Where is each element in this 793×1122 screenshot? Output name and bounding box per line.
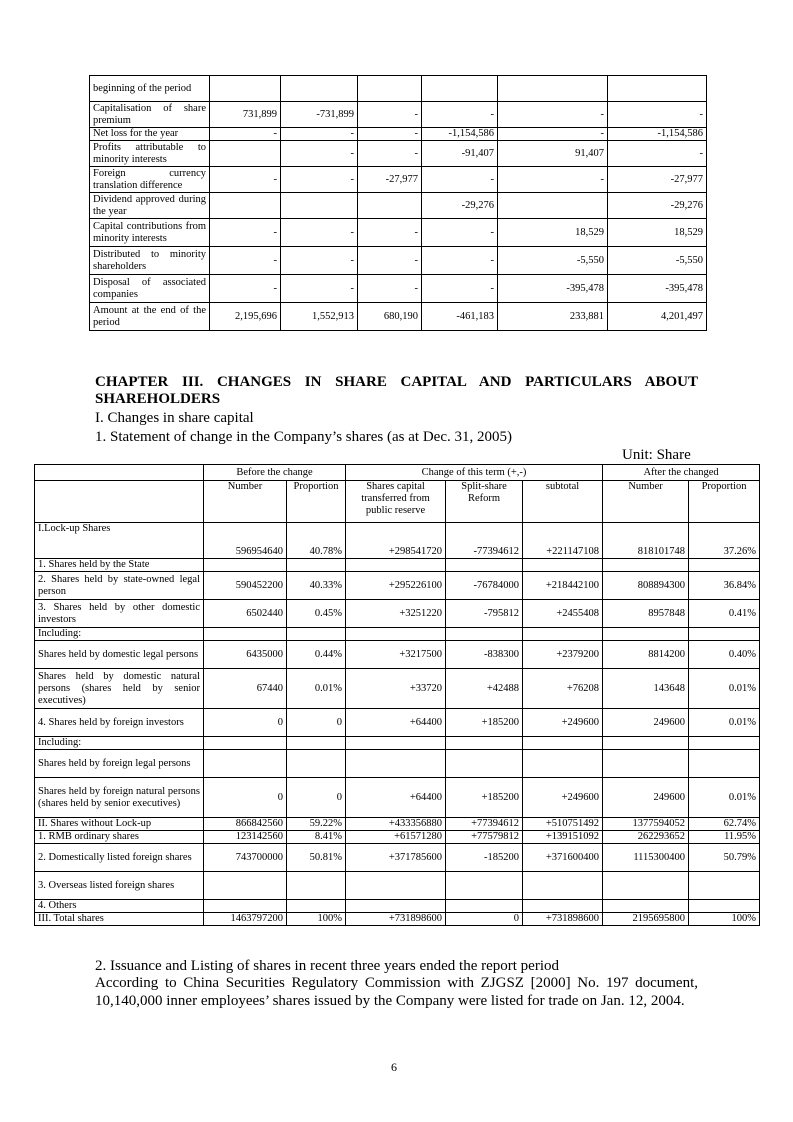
cell-value — [358, 76, 422, 102]
table-row — [90, 102, 707, 128]
chapter-title: CHAPTER III. CHANGES IN SHARE CAPITAL AND PARTICULARS ABOUT SHAREHOLDERS — [95, 374, 698, 407]
cell-value: 143648 — [603, 669, 689, 709]
cell-value — [523, 559, 603, 572]
cell-value — [346, 900, 446, 913]
cell-value — [608, 76, 707, 102]
cell-value: 0 — [204, 709, 287, 737]
table-row — [90, 247, 707, 275]
cell-value: -5,550 — [608, 247, 707, 275]
cell-value — [446, 750, 523, 778]
cell-value — [358, 193, 422, 219]
cell-value: -1,154,586 — [608, 128, 707, 141]
table-row — [35, 737, 760, 750]
cell-value: 2,195,696 — [210, 303, 281, 331]
cell-value — [523, 750, 603, 778]
cell-value: 596954640 — [204, 523, 287, 559]
cell-value: - — [498, 167, 608, 193]
cell-value: 731,899 — [210, 102, 281, 128]
cell-value: 59.22% — [287, 818, 346, 831]
row-label: 2. Shares held by state-owned legal person — [35, 572, 204, 600]
cell-value: 743700000 — [204, 844, 287, 872]
cell-value: +185200 — [446, 709, 523, 737]
cell-value: - — [608, 102, 707, 128]
table-row — [35, 831, 760, 844]
cell-value — [689, 872, 760, 900]
row-label: 1. RMB ordinary shares — [35, 831, 204, 844]
issuance-paragraph: According to China Securities Regulatory Commission with ZJGSZ [2000] No. 197 document, 10,140,000 inner employees’ shares issued by the Company were listed for trade on Jan. 12, 2004. — [95, 975, 698, 1009]
row-label: Dividend approved during the year — [90, 193, 210, 219]
page-number: 6 — [391, 1060, 397, 1074]
cell-value — [287, 737, 346, 750]
cell-value — [204, 750, 287, 778]
row-label: Disposal of associated companies — [90, 275, 210, 303]
header-blank — [35, 465, 204, 481]
row-label: Shares held by foreign natural persons (shares held by senior executives) — [35, 778, 204, 818]
cell-value: - — [422, 219, 498, 247]
cell-value — [498, 193, 608, 219]
cell-value: 808894300 — [603, 572, 689, 600]
table-row — [35, 900, 760, 913]
cell-value — [446, 737, 523, 750]
cell-value: +731898600 — [346, 913, 446, 926]
cell-value: - — [422, 247, 498, 275]
subheader-subtotal: subtotal — [523, 481, 603, 523]
row-label: Net loss for the year — [90, 128, 210, 141]
cell-value: - — [210, 167, 281, 193]
cell-value: -29,276 — [422, 193, 498, 219]
row-label: 3. Shares held by other domestic investors — [35, 600, 204, 628]
cell-value — [287, 872, 346, 900]
cell-value: 0 — [287, 709, 346, 737]
table-row — [35, 628, 760, 641]
cell-value: 6502440 — [204, 600, 287, 628]
cell-value: - — [210, 219, 281, 247]
cell-value — [346, 737, 446, 750]
cell-value — [603, 628, 689, 641]
cell-value — [210, 141, 281, 167]
cell-value: 50.79% — [689, 844, 760, 872]
cell-value — [446, 628, 523, 641]
cell-value: 1115300400 — [603, 844, 689, 872]
cell-value — [689, 750, 760, 778]
cell-value: -461,183 — [422, 303, 498, 331]
row-label: 4. Shares held by foreign investors — [35, 709, 204, 737]
cell-value — [422, 76, 498, 102]
unit-label: Unit: Share — [622, 447, 691, 463]
cell-value: +3217500 — [346, 641, 446, 669]
cell-value: - — [358, 102, 422, 128]
cell-value: -76784000 — [446, 572, 523, 600]
cell-value: 249600 — [603, 778, 689, 818]
header-after-change: After the changed — [603, 465, 760, 481]
table-row — [90, 275, 707, 303]
cell-value — [346, 628, 446, 641]
table-row — [35, 709, 760, 737]
cell-value: - — [422, 102, 498, 128]
cell-value — [204, 872, 287, 900]
cell-value: 40.78% — [287, 523, 346, 559]
table-row — [90, 193, 707, 219]
cell-value: - — [358, 275, 422, 303]
row-label: Shares held by foreign legal persons — [35, 750, 204, 778]
cell-value: 0.41% — [689, 600, 760, 628]
cell-value — [204, 737, 287, 750]
table-row — [90, 141, 707, 167]
cell-value: -795812 — [446, 600, 523, 628]
row-label: Capital contributions from minority interests — [90, 219, 210, 247]
cell-value: +76208 — [523, 669, 603, 709]
subheader-reserve-transfer: Shares capital transferred from public reserve — [346, 481, 446, 523]
cell-value: +221147108 — [523, 523, 603, 559]
row-label: Shares held by domestic natural persons (shares held by senior executives) — [35, 669, 204, 709]
table-row — [35, 600, 760, 628]
cell-value: - — [281, 167, 358, 193]
cell-value: 0.01% — [287, 669, 346, 709]
table-row — [90, 76, 707, 102]
cell-value — [287, 628, 346, 641]
row-label: Amount at the end of the period — [90, 303, 210, 331]
cell-value: +64400 — [346, 709, 446, 737]
cell-value: 0.01% — [689, 669, 760, 709]
cell-value: - — [210, 247, 281, 275]
cell-value: 0.01% — [689, 778, 760, 818]
row-label: Distributed to minority shareholders — [90, 247, 210, 275]
subheader-blank — [35, 481, 204, 523]
cell-value: +298541720 — [346, 523, 446, 559]
cell-value — [603, 559, 689, 572]
cell-value — [204, 628, 287, 641]
cell-value: +185200 — [446, 778, 523, 818]
cell-value: +731898600 — [523, 913, 603, 926]
row-label: II. Shares without Lock-up — [35, 818, 204, 831]
cell-value — [603, 900, 689, 913]
cell-value: -185200 — [446, 844, 523, 872]
row-label: III. Total shares — [35, 913, 204, 926]
cell-value: 50.81% — [287, 844, 346, 872]
cell-value: -1,154,586 — [422, 128, 498, 141]
cell-value: +42488 — [446, 669, 523, 709]
cell-value: +64400 — [346, 778, 446, 818]
cell-value: - — [358, 247, 422, 275]
cell-value: - — [358, 141, 422, 167]
row-label: 1. Shares held by the State — [35, 559, 204, 572]
cell-value: +2379200 — [523, 641, 603, 669]
cell-value: +249600 — [523, 778, 603, 818]
cell-value: - — [422, 275, 498, 303]
cell-value: 0.01% — [689, 709, 760, 737]
cell-value — [689, 900, 760, 913]
cell-value — [346, 872, 446, 900]
cell-value: - — [281, 219, 358, 247]
row-label: Profits attributable to minority interests — [90, 141, 210, 167]
cell-value: 40.33% — [287, 572, 346, 600]
row-label: Including: — [35, 737, 204, 750]
cell-value: +33720 — [346, 669, 446, 709]
table-row — [35, 913, 760, 926]
cell-value — [689, 559, 760, 572]
cell-value: -395,478 — [608, 275, 707, 303]
subheader-split-share-reform: Split-share Reform — [446, 481, 523, 523]
cell-value: - — [281, 141, 358, 167]
cell-value — [603, 737, 689, 750]
cell-value: -77394612 — [446, 523, 523, 559]
cell-value: 680,190 — [358, 303, 422, 331]
cell-value — [603, 750, 689, 778]
cell-value: 6435000 — [204, 641, 287, 669]
table-row — [35, 872, 760, 900]
table-row — [35, 572, 760, 600]
cell-value: 1463797200 — [204, 913, 287, 926]
cell-value: 262293652 — [603, 831, 689, 844]
cell-value: 100% — [689, 913, 760, 926]
cell-value: 91,407 — [498, 141, 608, 167]
cell-value — [498, 76, 608, 102]
cell-value: - — [210, 275, 281, 303]
table-row — [35, 818, 760, 831]
cell-value — [523, 628, 603, 641]
cell-value — [446, 872, 523, 900]
cell-value — [210, 193, 281, 219]
table-row — [35, 778, 760, 818]
share-change-table — [34, 464, 760, 926]
cell-value: 36.84% — [689, 572, 760, 600]
table-row — [35, 669, 760, 709]
cell-value: 818101748 — [603, 523, 689, 559]
row-label: Capitalisation of share premium — [90, 102, 210, 128]
table-row — [90, 128, 707, 141]
cell-value: +510751492 — [523, 818, 603, 831]
cell-value: 590452200 — [204, 572, 287, 600]
table-row — [35, 641, 760, 669]
cell-value: - — [281, 275, 358, 303]
cell-value: - — [358, 128, 422, 141]
cell-value: - — [281, 128, 358, 141]
cell-value: -27,977 — [608, 167, 707, 193]
table-row — [35, 523, 760, 559]
cell-value: 866842560 — [204, 818, 287, 831]
cell-value: +371785600 — [346, 844, 446, 872]
subsection-heading: 1. Statement of change in the Company’s shares (as at Dec. 31, 2005) — [95, 429, 512, 445]
cell-value: 0.40% — [689, 641, 760, 669]
cell-value: 1377594052 — [603, 818, 689, 831]
cell-value: - — [210, 128, 281, 141]
table-row — [90, 167, 707, 193]
subheader-number-before: Number — [204, 481, 287, 523]
cell-value — [689, 737, 760, 750]
cell-value: 0 — [287, 778, 346, 818]
cell-value: - — [608, 141, 707, 167]
cell-value — [446, 900, 523, 913]
cell-value: +139151092 — [523, 831, 603, 844]
cell-value: +433356880 — [346, 818, 446, 831]
cell-value: +218442100 — [523, 572, 603, 600]
cell-value: 8814200 — [603, 641, 689, 669]
cell-value — [287, 900, 346, 913]
cell-value: +249600 — [523, 709, 603, 737]
cell-value: 123142560 — [204, 831, 287, 844]
cell-value: +371600400 — [523, 844, 603, 872]
cell-value — [204, 900, 287, 913]
cell-value: 0 — [204, 778, 287, 818]
cell-value — [603, 872, 689, 900]
cell-value: -838300 — [446, 641, 523, 669]
cell-value: -395,478 — [498, 275, 608, 303]
row-label: 3. Overseas listed foreign shares — [35, 872, 204, 900]
table-row — [35, 844, 760, 872]
row-label: beginning of the period — [90, 76, 210, 102]
cell-value: 4,201,497 — [608, 303, 707, 331]
cell-value: +3251220 — [346, 600, 446, 628]
row-label: Foreign currency translation difference — [90, 167, 210, 193]
cell-value: 8957848 — [603, 600, 689, 628]
cell-value: -27,977 — [358, 167, 422, 193]
table-row — [90, 219, 707, 247]
cell-value: 1,552,913 — [281, 303, 358, 331]
cell-value: - — [498, 102, 608, 128]
cell-value — [210, 76, 281, 102]
table-row — [35, 750, 760, 778]
cell-value — [346, 750, 446, 778]
subheader-proportion-before: Proportion — [287, 481, 346, 523]
cell-value: -91,407 — [422, 141, 498, 167]
cell-value: 62.74% — [689, 818, 760, 831]
cell-value — [287, 750, 346, 778]
cell-value: - — [358, 219, 422, 247]
row-label: I.Lock-up Shares — [35, 523, 204, 559]
cell-value: 0.44% — [287, 641, 346, 669]
cell-value: 11.95% — [689, 831, 760, 844]
cell-value — [346, 559, 446, 572]
cell-value: 2195695800 — [603, 913, 689, 926]
cell-value — [446, 559, 523, 572]
issuance-heading: 2. Issuance and Listing of shares in recent three years ended the report period — [95, 958, 559, 974]
cell-value: 67440 — [204, 669, 287, 709]
cell-value — [281, 193, 358, 219]
cell-value: 37.26% — [689, 523, 760, 559]
cell-value: +61571280 — [346, 831, 446, 844]
cell-value: -29,276 — [608, 193, 707, 219]
cell-value: -5,550 — [498, 247, 608, 275]
row-label: Shares held by domestic legal persons — [35, 641, 204, 669]
cell-value: +77579812 — [446, 831, 523, 844]
cell-value: 18,529 — [608, 219, 707, 247]
cell-value — [523, 900, 603, 913]
row-label: Including: — [35, 628, 204, 641]
equity-movement-table — [89, 75, 707, 331]
cell-value: +2455408 — [523, 600, 603, 628]
cell-value: 8.41% — [287, 831, 346, 844]
cell-value: 18,529 — [498, 219, 608, 247]
cell-value: 233,881 — [498, 303, 608, 331]
table-row — [90, 303, 707, 331]
cell-value: 0.45% — [287, 600, 346, 628]
header-change-this-term: Change of this term (+,-) — [346, 465, 603, 481]
table-row — [35, 559, 760, 572]
cell-value — [204, 559, 287, 572]
cell-value — [523, 737, 603, 750]
cell-value: 0 — [446, 913, 523, 926]
cell-value — [523, 872, 603, 900]
cell-value — [689, 628, 760, 641]
cell-value: 100% — [287, 913, 346, 926]
cell-value: - — [281, 247, 358, 275]
cell-value — [287, 559, 346, 572]
cell-value: - — [422, 167, 498, 193]
subheader-number-after: Number — [603, 481, 689, 523]
cell-value: - — [498, 128, 608, 141]
cell-value: 249600 — [603, 709, 689, 737]
row-label: 2. Domestically listed foreign shares — [35, 844, 204, 872]
row-label: 4. Others — [35, 900, 204, 913]
cell-value: +295226100 — [346, 572, 446, 600]
header-before-change: Before the change — [204, 465, 346, 481]
cell-value: +77394612 — [446, 818, 523, 831]
cell-value — [281, 76, 358, 102]
subheader-proportion-after: Proportion — [689, 481, 760, 523]
cell-value: -731,899 — [281, 102, 358, 128]
section-heading: I. Changes in share capital — [95, 410, 254, 426]
